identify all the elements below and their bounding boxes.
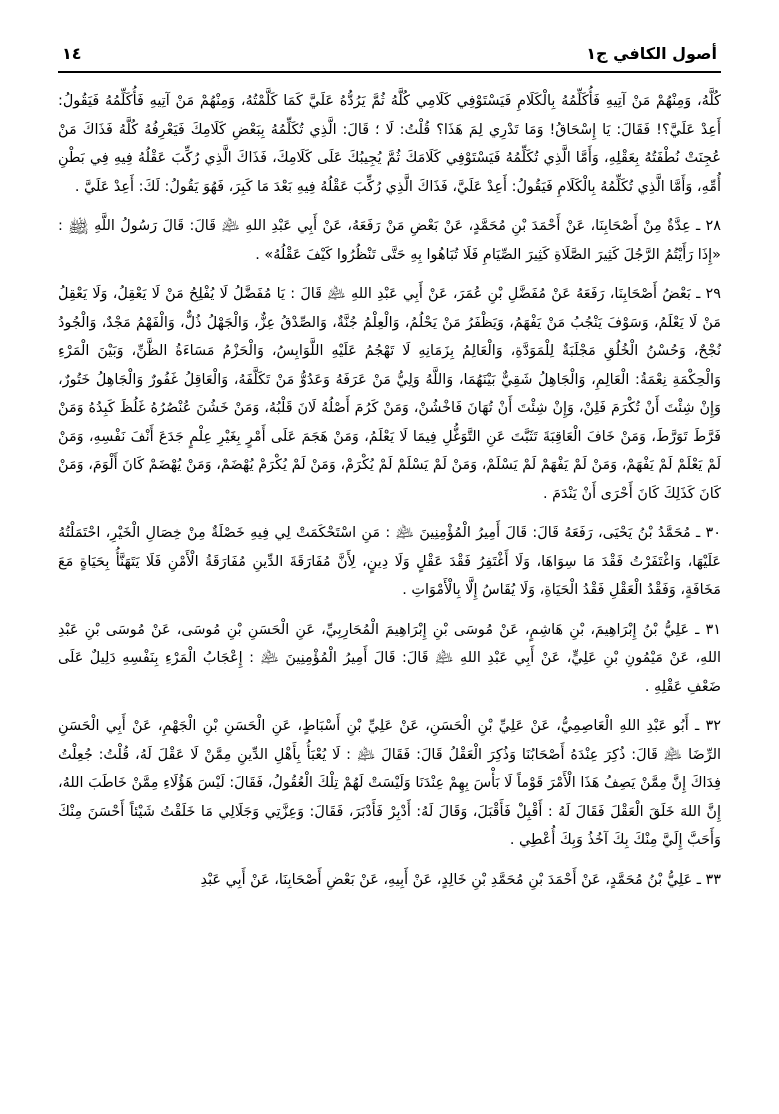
page-number: ١٤ <box>62 44 82 63</box>
page-body <box>58 87 721 894</box>
hadith-31: ٣١ ـ عَلِيُّ بْنُ إِبْرَاهِيمَ، بْنِ هَاشِمٍ، عَنْ مُوسَى بْنِ إِبْرَاهِيمَ الْمُحَارِبِيِّ، عَنِ الْحَسَنِ بْنِ مُوسَى، عَنْ مُوسَى بْنِ عَبْدِ اللهِ، عَنْ مَيْمُونِ بْنِ عَلِيٍّ، عَنْ أَبِي عَبْدِ اللهِ ﵇ قَالَ: قَالَ أَمِيرُ الْمُؤْمِنِينَ ﵇ : إِعْجَابُ الْمَرْءِ بِنَفْسِهِ دَلِيلٌ عَلَى ضَعْفِ عَقْلِهِ . <box>58 621 721 695</box>
paragraph-continued: كُلَّهُ، وَمِنْهُمْ مَنْ آتِيهِ فَأُكَلِّمُهُ بِالْكَلَامِ فَيَسْتَوْفِي كَلَامِي كُلَّهُ ثُمَّ يَرُدُّهُ عَلَيَّ كَمَا كَلَّمْتُهُ، وَمِنْهُمْ مَنْ آتِيهِ فَأُكَلِّمُهُ فَيَقُولُ: أَعِدْ عَلَيَّ؟! فَقَالَ: يَا إِسْحَاقُ! وَمَا تَدْرِي لِمَ هَذَا؟ قُلْتُ: لَا ؛ قَالَ: الَّذِي تُكَلِّمُهُ بِبَعْضِ كَلَامِكَ فَيَعْرِفُهُ كُلَّهُ فَذَاكَ مَنْ عُجِنَتْ نُطْفَتُهُ بِعَقْلِهِ، وَأَمَّا الَّذِي تُكَلِّمُهُ فَيَسْتَوْفِي كَلَامَكَ ثُمَّ يُجِيبُكَ عَلَى كَلَامِكَ، فَذَاكَ الَّذِي رُكِّبَ عَقْلُهُ فِيهِ فِي بَطْنِ أُمِّهِ، وَأَمَّا الَّذِي تُكَلِّمُهُ بِالْكَلَامِ فَيَقُولُ: أَعِدْ عَلَيَّ، فَذَاكَ الَّذِي رُكِّبَ عَقْلُهُ فِيهِ بَعْدَ مَا كَبِرَ، فَهُوَ يَقُولُ: لَكَ: أَعِدْ عَلَيَّ . <box>58 93 721 195</box>
hadith-33: ٣٣ ـ عَلِيُّ بْنُ مُحَمَّدٍ، عَنْ أَحْمَدَ بْنِ مُحَمَّدِ بْنِ خَالِدٍ، عَنْ أَبِيهِ، عَنْ بَعْضِ أَصْحَابِنَا، عَنْ أَبِي عَبْدِ <box>200 871 721 888</box>
header-divider <box>58 71 721 73</box>
book-title: أصول الكافي ج١ <box>586 44 717 63</box>
page-header <box>58 44 721 63</box>
hadith-30: ٣٠ ـ مُحَمَّدُ بْنُ يَحْيَى، رَفَعَهُ قَالَ: قَالَ أَمِيرُ الْمُؤْمِنِينَ ﵇ : مَنِ اسْتَحْكَمَتْ لِي فِيهِ خَصْلَةٌ مِنْ خِصَالِ الْخَيْرِ، احْتَمَلْتُهُ عَلَيْهَا، وَاغْتَفَرْتُ فَقْدَ مَا سِوَاهَا، وَلَا أَغْتَفِرُ فَقْدَ عَقْلٍ وَلَا دِينٍ، لِأَنَّ مُفَارَقَةَ الدِّينِ مُفَارَقَةُ الْأَمْنِ فَلَا يَتَهَنَّأُ بِحَيَاةٍ مَعَ مَخَافَةٍ، وَفَقْدُ الْعَقْلِ فَقْدُ الْحَيَاةِ، وَلَا يُقَاسُ إِلَّا بِالْأَمْوَاتِ . <box>58 525 721 599</box>
hadith-28: ٢٨ ـ عِدَّةٌ مِنْ أَصْحَابِنَا، عَنْ أَحْمَدَ بْنِ مُحَمَّدٍ، عَنْ بَعْضِ مَنْ رَفَعَهُ، عَنْ أَبِي عَبْدِ اللهِ ﵇ قَالَ: قَالَ رَسُولُ اللَّهِ ﵌ : «إِذَا رَأَيْتُمُ الرَّجُلَ كَثِيرَ الصَّلَاةِ كَثِيرَ الصِّيَامِ فَلَا تُبَاهُوا بِهِ حَتَّى تَنْظُرُوا كَيْفَ عَقْلُهُ» . <box>58 218 721 263</box>
hadith-29: ٢٩ ـ بَعْضُ أَصْحَابِنَا، رَفَعَهُ عَنْ مُفَضَّلِ بْنِ عُمَرَ، عَنْ أَبِي عَبْدِ اللهِ ﵇ قَالَ : يَا مُفَضَّلُ لَا يُفْلِحُ مَنْ لَا يَعْقِلُ، وَلَا يَعْقِلُ مَنْ لَا يَعْلَمُ، وَسَوْفَ يَنْجُبُ مَنْ يَفْهَمُ، وَيَظْفَرُ مَنْ يَحْلُمُ، وَالْعِلْمُ جُنَّةٌ، وَالصِّدْقُ عِزٌّ، وَالْجَهْلُ ذُلٌّ، وَالْفَهْمُ مَجْدٌ، وَالْجُودُ نُجْحٌ، وَحُسْنُ الْخُلُقِ مَجْلَبَةٌ لِلْمَوَدَّةِ، وَالْعَالِمُ بِزَمَانِهِ لَا تَهْجُمُ عَلَيْهِ اللَّوَابِسُ، وَالْحَزْمُ مَسَاءَةُ الظَّنِّ، وَبَيْنَ الْمَرْءِ وَالْحِكْمَةِ نِعْمَةُ: الْعَالِمِ، وَالْجَاهِلُ شَقِيٌّ بَيْنَهُمَا، وَاللَّهُ وَلِيُّ مَنْ عَرَفَهُ وَعَدُوُّ مَنْ تَكَلَّفَهُ، وَالْعَاقِلُ غَفُورٌ وَالْجَاهِلُ خَتُورٌ، وَإِنْ شِئْتَ أَنْ تُكْرَمَ فَلِنْ، وَإِنْ شِئْتَ أَنْ تُهَانَ فَاخْشُنْ، وَمَنْ كَرُمَ أَصْلُهُ لَانَ قَلْبُهُ، وَمَنْ خَشُنَ عُنْصُرُهُ غَلُظَ كَبِدُهُ وَمَنْ فَرَّطَ تَوَرَّطَ، وَمَنْ خَافَ الْعَاقِبَةَ تَثَبَّتَ عَنِ التَّوَغُّلِ فِيمَا لَا يَعْلَمُ، وَمَنْ هَجَمَ عَلَى أَمْرٍ بِغَيْرِ عِلْمٍ جَدَعَ أَنْفَ نَفْسِهِ، وَمَنْ لَمْ يَعْلَمْ لَمْ يَفْهَمْ، وَمَنْ لَمْ يَفْهَمْ لَمْ يَسْلَمْ، وَمَنْ لَمْ يَسْلَمْ لَمْ يُكْرَمْ، وَمَنْ لَمْ يُكْرَمْ يُهْضَمْ، وَمَنْ يُهْضَمْ كَانَ أَلْوَمَ، وَمَنْ كَانَ كَذَلِكَ كَانَ أَحْرَى أَنْ يَنْدَمَ . <box>58 286 721 502</box>
hadith-32: ٣٢ ـ أَبُو عَبْدِ اللهِ الْعَاصِمِيُّ، عَنْ عَلِيِّ بْنِ الْحَسَنِ، عَنْ عَلِيِّ بْنِ أَسْبَاطٍ، عَنِ الْحَسَنِ بْنِ الْجَهْمِ، عَنْ أَبِي الْحَسَنِ الرِّضَا ﵇ قَالَ: ذُكِرَ عِنْدَهُ أَصْحَابُنَا وَذُكِرَ الْعَقْلُ قَالَ: فَقَالَ ﵇ : لَا يُعْبَأُ بِأَهْلِ الدِّينِ مِمَّنْ لَا عَقْلَ لَهُ، قُلْتُ: جُعِلْتُ فِدَاكَ إِنَّ مِمَّنْ يَصِفُ هَذَا الْأَمْرَ قَوْماً لَا بَأْسَ بِهِمْ عِنْدَنَا وَلَيْسَتْ لَهُمْ تِلْكَ الْعُقُولُ، فَقَالَ: لَيْسَ هَؤُلَاءِ مِمَّنْ خَاطَبَ اللهُ، إِنَّ اللهَ خَلَقَ الْعَقْلَ فَقَالَ لَهُ : أَقْبِلْ فَأَقْبَلَ، وَقَالَ لَهُ: أَدْبِرْ فَأَدْبَرَ، فَقَالَ: وَعِزَّتِي وَجَلَالِي مَا خَلَقْتُ شَيْئاً أَحْسَنَ مِنْكَ وَأَحَبَّ إِلَيَّ مِنْكَ بِكَ آخُذُ وَبِكَ أُعْطِي . <box>58 718 721 849</box>
